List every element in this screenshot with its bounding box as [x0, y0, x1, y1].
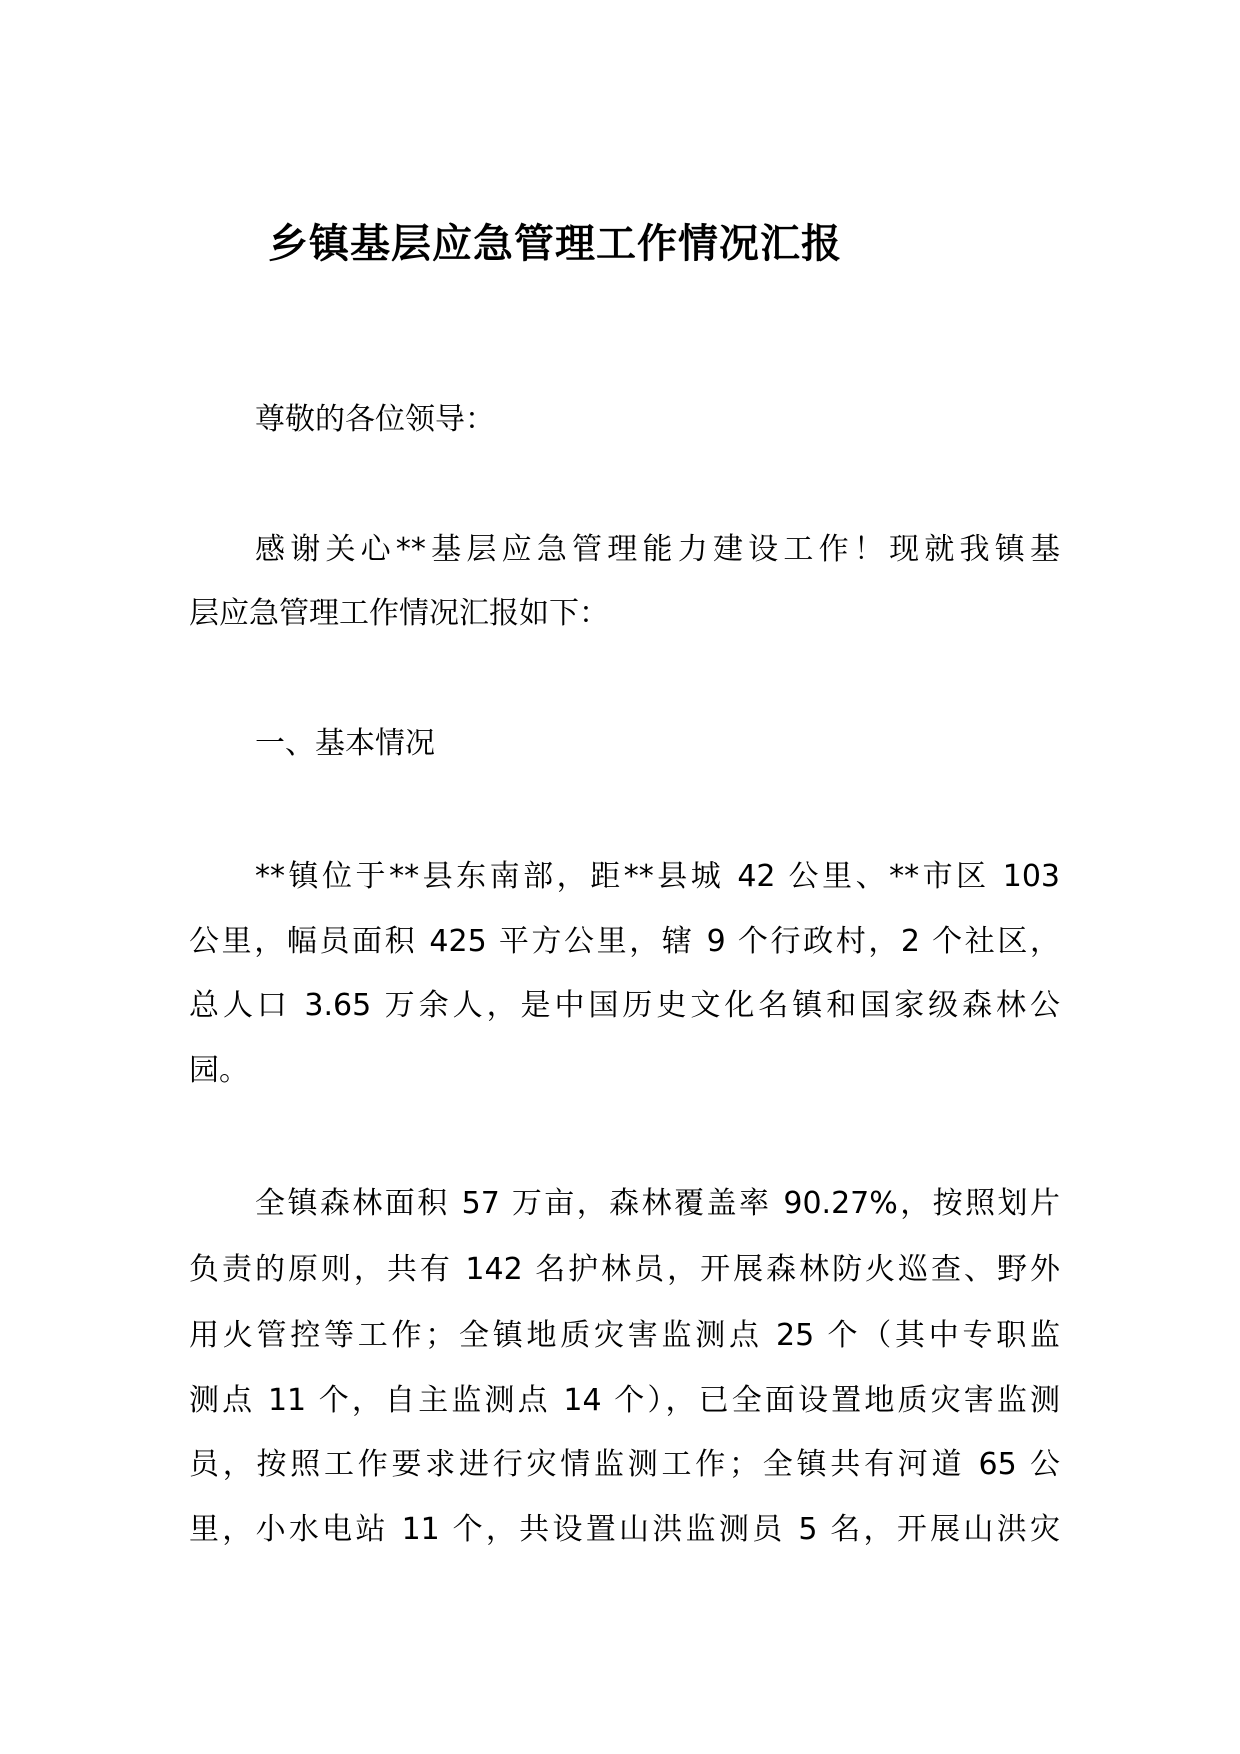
paragraph-line: **镇位于**县东南部，距**县城 42 公里、**市区 103 — [255, 859, 1060, 894]
paragraph-line: 员，按照工作要求进行灾情监测工作；全镇共有河道 65 公 — [189, 1447, 1060, 1482]
paragraph-line: 负责的原则，共有 142 名护林员，开展森林防火巡查、野外 — [189, 1252, 1060, 1287]
paragraph-line: 层应急管理工作情况汇报如下： — [189, 596, 609, 631]
paragraph-line: 园。 — [189, 1053, 249, 1088]
paragraph-line: 里，小水电站 11 个，共设置山洪监测员 5 名，开展山洪灾 — [189, 1512, 1060, 1547]
paragraph-line: 用火管控等工作；全镇地质灾害监测点 25 个（其中专职监 — [189, 1318, 1060, 1353]
section-heading: 一、基本情况 — [255, 726, 435, 761]
paragraph-line: 总人口 3.65 万余人，是中国历史文化名镇和国家级森林公 — [189, 988, 1060, 1023]
paragraph-line: 测点 11 个，自主监测点 14 个），已全面设置地质灾害监测 — [189, 1383, 1060, 1418]
paragraph-line: 感谢关心**基层应急管理能力建设工作！现就我镇基 — [255, 532, 1060, 567]
salutation: 尊敬的各位领导： — [255, 402, 495, 437]
document-title: 乡镇基层应急管理工作情况汇报 — [268, 221, 842, 267]
paragraph-line: 全镇森林面积 57 万亩，森林覆盖率 90.27%，按照划片 — [255, 1186, 1060, 1221]
paragraph-line: 公里，幅员面积 425 平方公里，辖 9 个行政村，2 个社区， — [189, 924, 1060, 959]
